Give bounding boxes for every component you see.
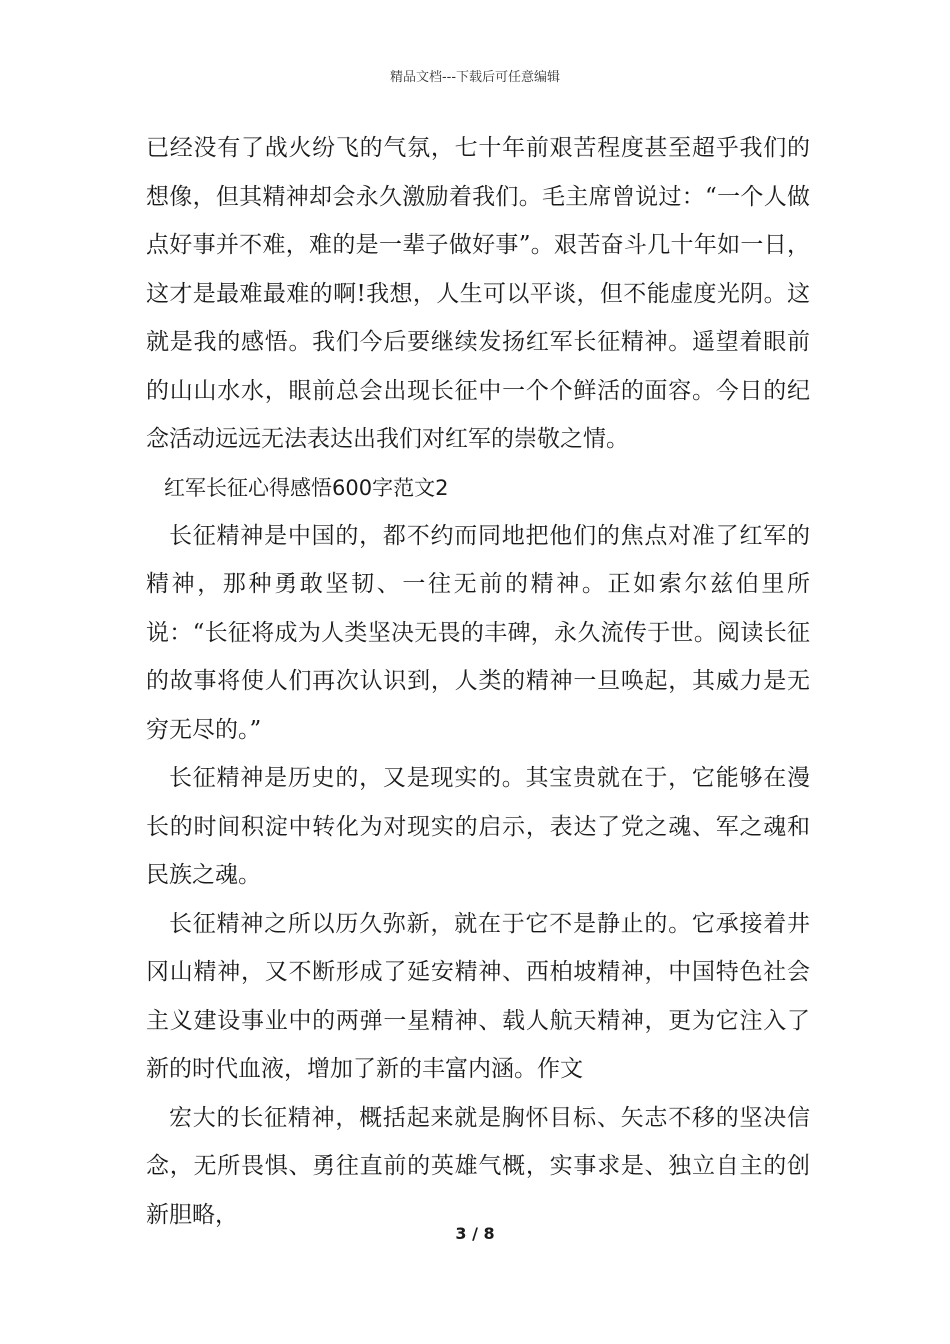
paragraph-5: 宏大的长征精神，概括起来就是胸怀目标、矢志不移的坚决信念，无所畏惧、勇往直前的英雄气概，实事求是、独立自主的创新胆略，: [146, 1104, 810, 1228]
section-heading: 红军长征心得感悟600字范文2: [164, 475, 449, 500]
paragraph-1: 已经没有了战火纷飞的气氛，七十年前艰苦程度甚至超乎我们的想像，但其精神却会永久激励着我们。毛主席曾说过：“一个人做点好事并不难，难的是一辈子做好事”。艰苦奋斗几十年如一日，这才是最难最难的啊!我想，人生可以平谈，但不能虚度光阴。这就是我的感悟。我们今后要继续发扬红军长征精神。遥望着眼前的山山水水，眼前总会出现长征中一个个鲜活的面容。今日的纪念活动远远无法表达出我们对红军的崇敬之情。: [146, 135, 810, 452]
paragraph-4: 长征精神之所以历久弥新，就在于它不是静止的。它承接着井冈山精神，又不断形成了延安精神、西柏坡精神，中国特色社会主义建设事业中的两弹一星精神、载人航天精神，更为它注入了新的时代血液，增加了新的丰富内涵。作文: [146, 910, 810, 1082]
document-body: [146, 124, 810, 1239]
paragraph-3: 长征精神是历史的，又是现实的。其宝贵就在于，它能够在漫长的时间积淀中转化为对现实的启示，表达了党之魂、军之魂和民族之魂。: [146, 765, 810, 888]
page-header: 精品文档---下载后可任意编辑: [389, 70, 561, 85]
paragraph-2: 长征精神是中国的，都不约而同地把他们的焦点对准了红军的精神，那种勇敢坚韧、一往无前的精神。正如索尔兹伯里所说：“长征将成为人类坚决无畏的丰碑，永久流传于世。阅读长征的故事将使人们再次认识到，人类的精神一旦唤起，其威力是无穷无尽的。”: [146, 522, 810, 743]
page-number: 3 / 8: [455, 1224, 495, 1243]
